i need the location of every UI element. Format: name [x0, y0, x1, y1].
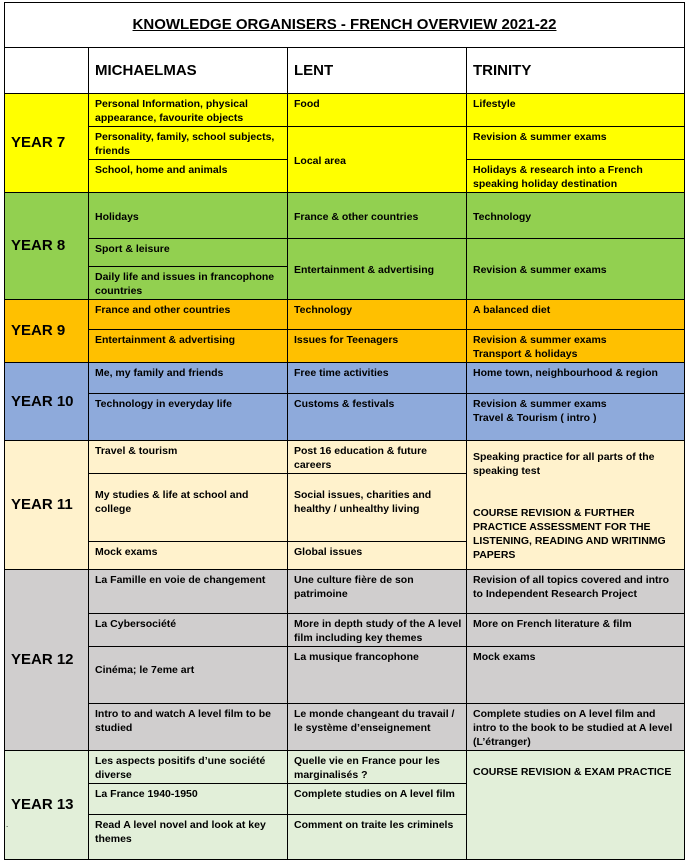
- year-label: YEAR 7: [5, 94, 89, 193]
- topic-line: Speaking practice for all parts of the speaking test: [473, 451, 655, 477]
- page-title: KNOWLEDGE ORGANISERS - FRENCH OVERVIEW 2021-22: [5, 3, 685, 48]
- title-row: [5, 3, 685, 48]
- topic-cell: Free time activities: [288, 363, 467, 394]
- year12-row: [5, 614, 685, 647]
- topic-cell: Food: [288, 94, 467, 127]
- topic-cell: COURSE REVISION & EXAM PRACTICE: [467, 751, 685, 860]
- year9-row: [5, 330, 685, 363]
- header-row: [5, 48, 685, 94]
- topic-cell: Holidays & research into a French speaking holiday destination: [467, 160, 685, 193]
- header-lent: LENT: [288, 48, 467, 94]
- topic-cell: Le monde changeant du travail / le système d’enseignement: [288, 704, 467, 751]
- year7-row: [5, 127, 685, 160]
- topic-cell: La musique francophone: [288, 647, 467, 704]
- topic-cell: Issues for Teenagers: [288, 330, 467, 363]
- topic-cell: Daily life and issues in francophone countries: [89, 267, 288, 300]
- header-michaelmas: MICHAELMAS: [89, 48, 288, 94]
- year7-row: [5, 94, 685, 127]
- topic-cell: Personality, family, school subjects, friends: [89, 127, 288, 160]
- topic-cell: Mock exams: [467, 647, 685, 704]
- overview-sheet: [4, 2, 684, 845]
- topic-cell: Complete studies on A level film: [288, 784, 467, 815]
- topic-cell: La Cybersociété: [89, 614, 288, 647]
- topic-cell: Me, my family and friends: [89, 363, 288, 394]
- year-label: YEAR 10: [5, 363, 89, 441]
- year-label: YEAR 11: [5, 441, 89, 570]
- year8-row: [5, 239, 685, 267]
- topic-cell: Mock exams: [89, 542, 288, 570]
- topic-cell: Lifestyle: [467, 94, 685, 127]
- topic-cell: Revision & summer exams: [467, 239, 685, 300]
- topic-cell: La Famille en voie de changement: [89, 570, 288, 614]
- topic-line: Revision & summer exams: [473, 334, 607, 346]
- year10-row: [5, 363, 685, 394]
- topic-cell: Une culture fière de son patrimoine: [288, 570, 467, 614]
- topic-line: Revision & summer exams: [473, 398, 607, 410]
- topic-cell: My studies & life at school and college: [89, 474, 288, 542]
- spacer: [473, 478, 680, 506]
- topic-cell: Entertainment & advertising: [89, 330, 288, 363]
- topic-cell: [467, 441, 685, 570]
- topic-cell: Customs & festivals: [288, 394, 467, 441]
- year8-row: [5, 193, 685, 239]
- year10-row: [5, 394, 685, 441]
- topic-cell: France & other countries: [288, 193, 467, 239]
- topic-cell: Read A level novel and look at key themes: [89, 815, 288, 860]
- topic-cell: Sport & leisure: [89, 239, 288, 267]
- topic-cell: Travel & tourism: [89, 441, 288, 474]
- topic-cell: More on French literature & film: [467, 614, 685, 647]
- topic-cell: Technology: [467, 193, 685, 239]
- header-trinity: TRINITY: [467, 48, 685, 94]
- year-label: YEAR 9: [5, 300, 89, 363]
- year13-row: [5, 751, 685, 784]
- topic-cell: Revision & summer exams: [467, 127, 685, 160]
- topic-cell: School, home and animals: [89, 160, 288, 193]
- year12-row: [5, 704, 685, 751]
- year-label: YEAR 13: [5, 751, 89, 860]
- topic-cell: Technology: [288, 300, 467, 330]
- topic-cell: Post 16 education & future careers: [288, 441, 467, 474]
- topic-cell: Intro to and watch A level film to be studied: [89, 704, 288, 751]
- topic-cell: A balanced diet: [467, 300, 685, 330]
- topic-cell: Technology in everyday life: [89, 394, 288, 441]
- topic-cell: Comment on traite les criminels: [288, 815, 467, 860]
- topic-cell: Cinéma; le 7eme art: [89, 647, 288, 704]
- topic-cell: [467, 330, 685, 363]
- topic-cell: France and other countries: [89, 300, 288, 330]
- topic-cell: La France 1940-1950: [89, 784, 288, 815]
- topic-cell: Revision of all topics covered and intro to Independent Research Project: [467, 570, 685, 614]
- topic-cell: Quelle vie en France pour les marginalisés ?: [288, 751, 467, 784]
- topic-cell: Global issues: [288, 542, 467, 570]
- topic-cell: Social issues, charities and healthy / unhealthy living: [288, 474, 467, 542]
- topic-cell: Les aspects positifs d’une société diverse: [89, 751, 288, 784]
- topic-line: COURSE REVISION & FURTHER PRACTICE ASSESSMENT FOR THE LISTENING, READING AND WRITINMG PAPERS: [473, 507, 666, 561]
- year9-row: [5, 300, 685, 330]
- topic-cell: Local area: [288, 127, 467, 193]
- year-label: YEAR 8: [5, 193, 89, 300]
- year12-row: [5, 570, 685, 614]
- blank-header-cell: [5, 48, 89, 94]
- topic-cell: Personal Information, physical appearance, favourite objects: [89, 94, 288, 127]
- overview-table: [4, 2, 685, 860]
- topic-cell: Home town, neighbourhood & region: [467, 363, 685, 394]
- year11-row: [5, 441, 685, 474]
- topic-line: Travel & Tourism ( intro ): [473, 412, 597, 424]
- topic-line: Transport & holidays: [473, 348, 578, 360]
- topic-cell: [467, 394, 685, 441]
- topic-cell: Complete studies on A level film and intro to the book to be studied at A level (L’étranger): [467, 704, 685, 751]
- footer-mark: .: [6, 820, 9, 829]
- year12-row: [5, 647, 685, 704]
- topic-cell: Entertainment & advertising: [288, 239, 467, 300]
- topic-cell: More in depth study of the A level film including key themes: [288, 614, 467, 647]
- year-label: YEAR 12: [5, 570, 89, 751]
- topic-cell: Holidays: [89, 193, 288, 239]
